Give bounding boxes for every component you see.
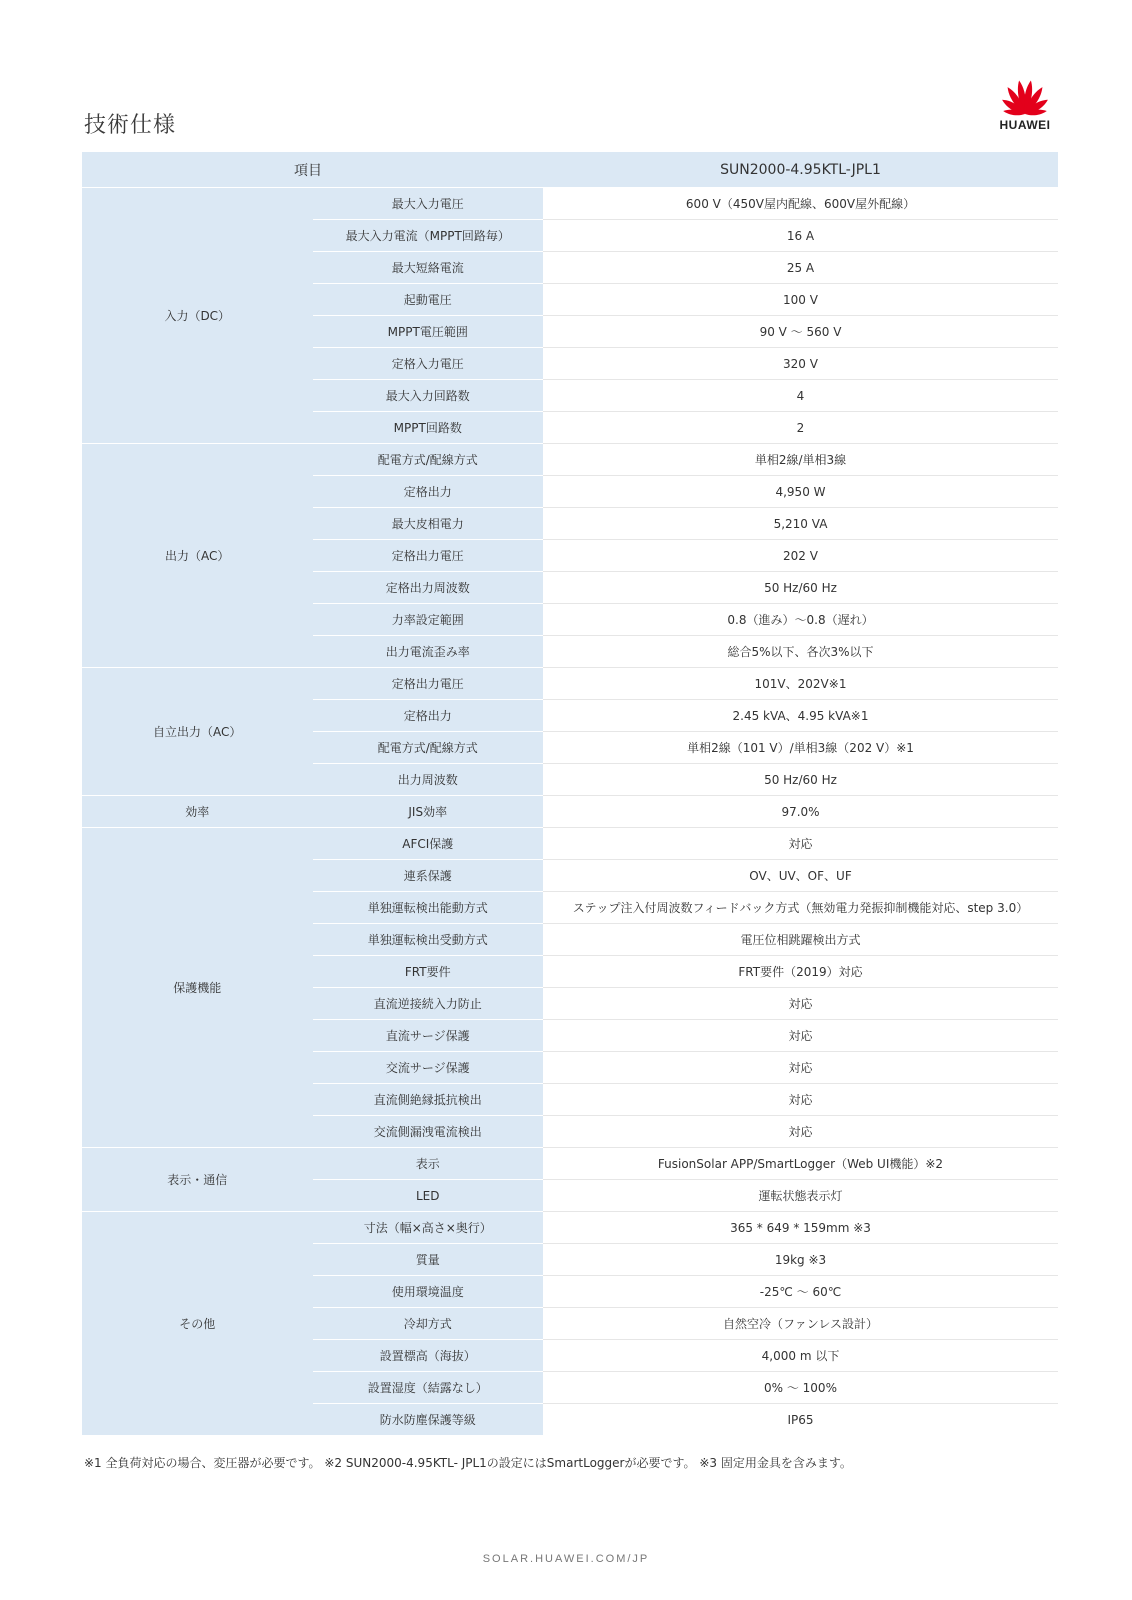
table-row	[82, 1148, 1058, 1180]
spec-value-cell: 97.0%	[543, 796, 1058, 828]
spec-item-cell: FRT要件	[313, 956, 544, 988]
spec-value-cell: 単相2線（101 V）/単相3線（202 V）※1	[543, 732, 1058, 764]
spec-item-cell: 起動電圧	[313, 284, 544, 316]
spec-item-cell: 定格出力電圧	[313, 668, 544, 700]
category-cell: 保護機能	[82, 828, 313, 1148]
spec-value-cell: 19kg ※3	[543, 1244, 1058, 1276]
spec-item-cell: JIS効率	[313, 796, 544, 828]
spec-value-cell: 4,950 W	[543, 476, 1058, 508]
page-title: 技術仕様	[84, 113, 177, 138]
spec-value-cell: -25℃ ～ 60℃	[543, 1276, 1058, 1308]
spec-value-cell: 320 V	[543, 348, 1058, 380]
spec-value-cell: 電圧位相跳躍検出方式	[543, 924, 1058, 956]
logo-text: HUAWEI	[999, 118, 1051, 132]
spec-item-cell: 冷却方式	[313, 1308, 544, 1340]
category-cell: 入力（DC）	[82, 188, 313, 444]
category-cell: 出力（AC）	[82, 444, 313, 668]
spec-value-cell: 0.8（進み）～0.8（遅れ）	[543, 604, 1058, 636]
spec-item-cell: 連系保護	[313, 860, 544, 892]
spec-value-cell: 0% ～ 100%	[543, 1372, 1058, 1404]
spec-item-cell: 直流サージ保護	[313, 1020, 544, 1052]
spec-value-cell: 25 A	[543, 252, 1058, 284]
category-cell: 効率	[82, 796, 313, 828]
spec-value-cell: ステップ注入付周波数フィードバック方式（無効電力発振抑制機能対応、step 3.0）	[543, 892, 1058, 924]
spec-item-cell: 力率設定範囲	[313, 604, 544, 636]
huawei-flower-icon	[997, 76, 1053, 116]
spec-item-cell: 出力電流歪み率	[313, 636, 544, 668]
spec-item-cell: 最大入力回路数	[313, 380, 544, 412]
footer-url: SOLAR.HUAWEI.COM/JP	[482, 1553, 650, 1565]
spec-item-cell: 最大入力電圧	[313, 188, 544, 220]
spec-item-cell: 定格出力周波数	[313, 572, 544, 604]
spec-item-cell: 寸法（幅×高さ×奥行）	[313, 1212, 544, 1244]
spec-item-cell: 設置湿度（結露なし）	[313, 1372, 544, 1404]
spec-table-body	[82, 188, 1058, 1436]
spec-value-cell: OV、UV、OF、UF	[543, 860, 1058, 892]
spec-item-cell: 直流側絶縁抵抗検出	[313, 1084, 544, 1116]
spec-item-cell: 定格出力電圧	[313, 540, 544, 572]
huawei-logo	[990, 76, 1060, 138]
spec-item-cell: 単独運転検出能動方式	[313, 892, 544, 924]
footnote: ※1 全負荷対応の場合、変圧器が必要です。 ※2 SUN2000-4.95KTL- JPL1の設定にはSmartLoggerが必要です。 ※3 固定用金具を含みます。	[84, 1456, 852, 1470]
spec-value-cell: 4,000 m 以下	[543, 1340, 1058, 1372]
category-cell: 自立出力（AC）	[82, 668, 313, 796]
spec-value-cell: 100 V	[543, 284, 1058, 316]
spec-value-cell: 50 Hz/60 Hz	[543, 764, 1058, 796]
spec-value-cell: IP65	[543, 1404, 1058, 1436]
header-item: 項目	[82, 152, 543, 188]
spec-value-cell: 単相2線/単相3線	[543, 444, 1058, 476]
spec-value-cell: FusionSolar APP/SmartLogger（Web UI機能）※2	[543, 1148, 1058, 1180]
category-cell: 表示・通信	[82, 1148, 313, 1212]
spec-item-cell: 交流サージ保護	[313, 1052, 544, 1084]
spec-value-cell: 202 V	[543, 540, 1058, 572]
table-row	[82, 444, 1058, 476]
spec-value-cell: 4	[543, 380, 1058, 412]
spec-value-cell: 対応	[543, 1084, 1058, 1116]
spec-item-cell: 配電方式/配線方式	[313, 444, 544, 476]
spec-item-cell: 最大短絡電流	[313, 252, 544, 284]
spec-item-cell: 定格出力	[313, 700, 544, 732]
spec-item-cell: 交流側漏洩電流検出	[313, 1116, 544, 1148]
spec-table	[82, 152, 1058, 1436]
spec-value-cell: 対応	[543, 1116, 1058, 1148]
spec-value-cell: FRT要件（2019）対応	[543, 956, 1058, 988]
table-row	[82, 796, 1058, 828]
spec-item-cell: MPPT電圧範囲	[313, 316, 544, 348]
table-row	[82, 668, 1058, 700]
spec-item-cell: MPPT回路数	[313, 412, 544, 444]
table-row	[82, 1212, 1058, 1244]
spec-item-cell: 定格入力電圧	[313, 348, 544, 380]
spec-value-cell: 365 * 649 * 159mm ※3	[543, 1212, 1058, 1244]
spec-value-cell: 対応	[543, 988, 1058, 1020]
spec-item-cell: 単独運転検出受動方式	[313, 924, 544, 956]
spec-value-cell: 50 Hz/60 Hz	[543, 572, 1058, 604]
spec-value-cell: 16 A	[543, 220, 1058, 252]
spec-item-cell: 出力周波数	[313, 764, 544, 796]
table-row	[82, 188, 1058, 220]
category-cell: その他	[82, 1212, 313, 1436]
spec-value-cell: 101V、202V※1	[543, 668, 1058, 700]
spec-item-cell: LED	[313, 1180, 544, 1212]
spec-value-cell: 90 V ～ 560 V	[543, 316, 1058, 348]
spec-item-cell: 表示	[313, 1148, 544, 1180]
spec-value-cell: 2	[543, 412, 1058, 444]
spec-value-cell: 対応	[543, 828, 1058, 860]
spec-value-cell: 5,210 VA	[543, 508, 1058, 540]
spec-item-cell: 防水防塵保護等級	[313, 1404, 544, 1436]
spec-item-cell: 最大入力電流（MPPT回路毎）	[313, 220, 544, 252]
spec-value-cell: 2.45 kVA、4.95 kVA※1	[543, 700, 1058, 732]
spec-item-cell: 定格出力	[313, 476, 544, 508]
table-row	[82, 828, 1058, 860]
table-header-row	[82, 152, 1058, 188]
spec-item-cell: 使用環境温度	[313, 1276, 544, 1308]
spec-value-cell: 運転状態表示灯	[543, 1180, 1058, 1212]
spec-item-cell: AFCI保護	[313, 828, 544, 860]
spec-value-cell: 対応	[543, 1020, 1058, 1052]
spec-value-cell: 600 V（450V屋内配線、600V屋外配線）	[543, 188, 1058, 220]
spec-item-cell: 配電方式/配線方式	[313, 732, 544, 764]
spec-item-cell: 直流逆接続入力防止	[313, 988, 544, 1020]
spec-item-cell: 質量	[313, 1244, 544, 1276]
spec-item-cell: 設置標高（海抜）	[313, 1340, 544, 1372]
spec-value-cell: 対応	[543, 1052, 1058, 1084]
header-model: SUN2000-4.95KTL-JPL1	[543, 152, 1058, 188]
spec-value-cell: 自然空冷（ファンレス設計）	[543, 1308, 1058, 1340]
spec-item-cell: 最大皮相電力	[313, 508, 544, 540]
spec-value-cell: 総合5%以下、各次3%以下	[543, 636, 1058, 668]
